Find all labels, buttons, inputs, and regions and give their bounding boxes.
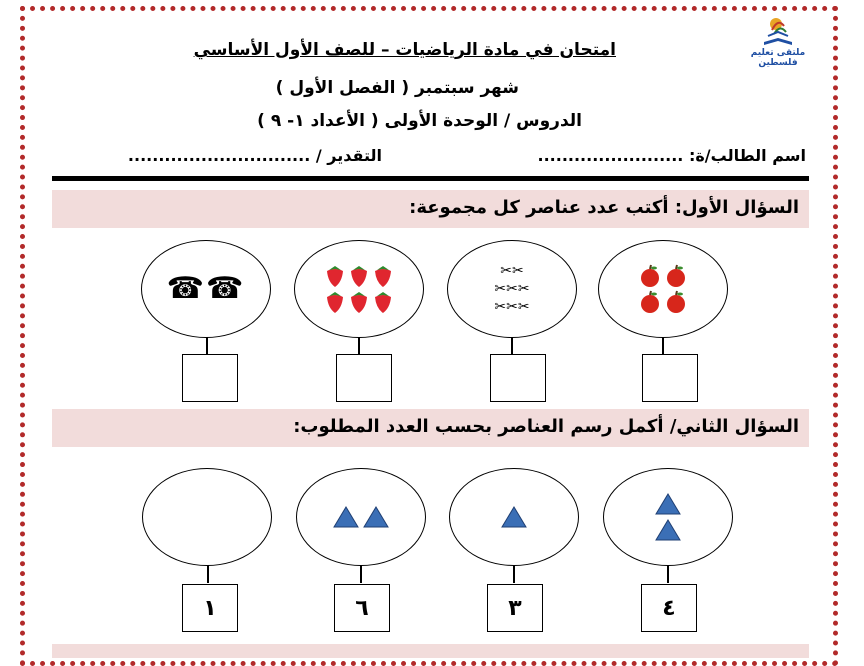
connector-line — [206, 337, 208, 355]
header-divider — [52, 176, 809, 181]
required-count-box: ٤ — [641, 584, 697, 632]
strawberry-icon — [324, 290, 346, 314]
scissors-icon: ✂ — [506, 281, 518, 297]
group-apples — [598, 240, 728, 338]
connector-line — [667, 565, 669, 583]
scissors-icon: ✂ — [506, 299, 518, 315]
strawberry-icon — [372, 290, 394, 314]
group-scissors — [447, 240, 577, 338]
question-2-bar — [52, 409, 809, 447]
exam-title: امتحان في مادة الرياضيات – للصف الأول الأساسي — [193, 40, 616, 60]
lessons-line: الدروس / الوحدة الأولى ( الأعداد ١- ٩ ) — [257, 111, 582, 131]
connector-line — [360, 565, 362, 583]
question-1-text: السؤال الأول: أكتب عدد عناصر كل مجموعة: — [409, 197, 799, 218]
scissors-icon: ✂ — [500, 263, 512, 279]
triangle-icon — [500, 505, 528, 529]
connector-line — [511, 337, 513, 355]
telephone-row — [166, 271, 246, 306]
answer-box-telephones[interactable] — [182, 354, 238, 402]
scissors-row — [494, 280, 529, 298]
required-count-box: ٣ — [487, 584, 543, 632]
month-line: شهر سبتمبر ( الفصل الأول ) — [275, 78, 519, 98]
scissors-icon: ✂ — [512, 263, 524, 279]
triangle-icon — [332, 505, 360, 529]
strawberry-icon — [348, 264, 370, 288]
strawberry-icon — [348, 290, 370, 314]
connector-line — [207, 565, 209, 583]
draw-area-1[interactable] — [142, 468, 272, 566]
triangle-icon — [362, 505, 390, 529]
scissors-row — [494, 298, 529, 316]
scissors-icon: ✂ — [517, 281, 530, 297]
apple-icon — [664, 264, 688, 288]
triangle-icon — [654, 518, 682, 542]
answer-box-scissors[interactable] — [490, 354, 546, 402]
connector-line — [662, 337, 664, 355]
grade-label: التقدير / .............................. — [127, 146, 382, 165]
telephone-icon: ☎ — [166, 271, 206, 306]
scissors-row — [500, 262, 523, 280]
group-telephones — [141, 240, 271, 338]
draw-area-3[interactable] — [449, 468, 579, 566]
answer-box-strawberries[interactable] — [336, 354, 392, 402]
scissors-icon: ✂ — [494, 281, 507, 297]
question-3-bar — [52, 644, 809, 658]
connector-line — [513, 565, 515, 583]
scissors-icon: ✂ — [494, 299, 507, 315]
triangle-icon — [654, 492, 682, 516]
apple-icon — [664, 290, 688, 314]
scissors-icon: ✂ — [517, 299, 530, 315]
question-1-bar — [52, 190, 809, 228]
strawberry-icon — [324, 264, 346, 288]
connector-line — [358, 337, 360, 355]
question-2-text: السؤال الثاني/ أكمل رسم العناصر بحسب العدد المطلوب: — [293, 416, 799, 437]
apple-icon — [638, 290, 662, 314]
group-strawberries — [294, 240, 424, 338]
book-logo-icon — [738, 12, 818, 48]
telephone-icon: ☎ — [206, 271, 246, 306]
site-logo — [738, 12, 818, 68]
student-name-label: اسم الطالب/ة: ........................ — [537, 146, 806, 165]
logo-caption: ملتقى تعليم فلسطين — [750, 48, 806, 68]
required-count-box: ١ — [182, 584, 238, 632]
strawberry-icon — [372, 264, 394, 288]
draw-area-4[interactable] — [603, 468, 733, 566]
draw-area-6[interactable] — [296, 468, 426, 566]
answer-box-apples[interactable] — [642, 354, 698, 402]
required-count-box: ٦ — [334, 584, 390, 632]
apple-icon — [638, 264, 662, 288]
